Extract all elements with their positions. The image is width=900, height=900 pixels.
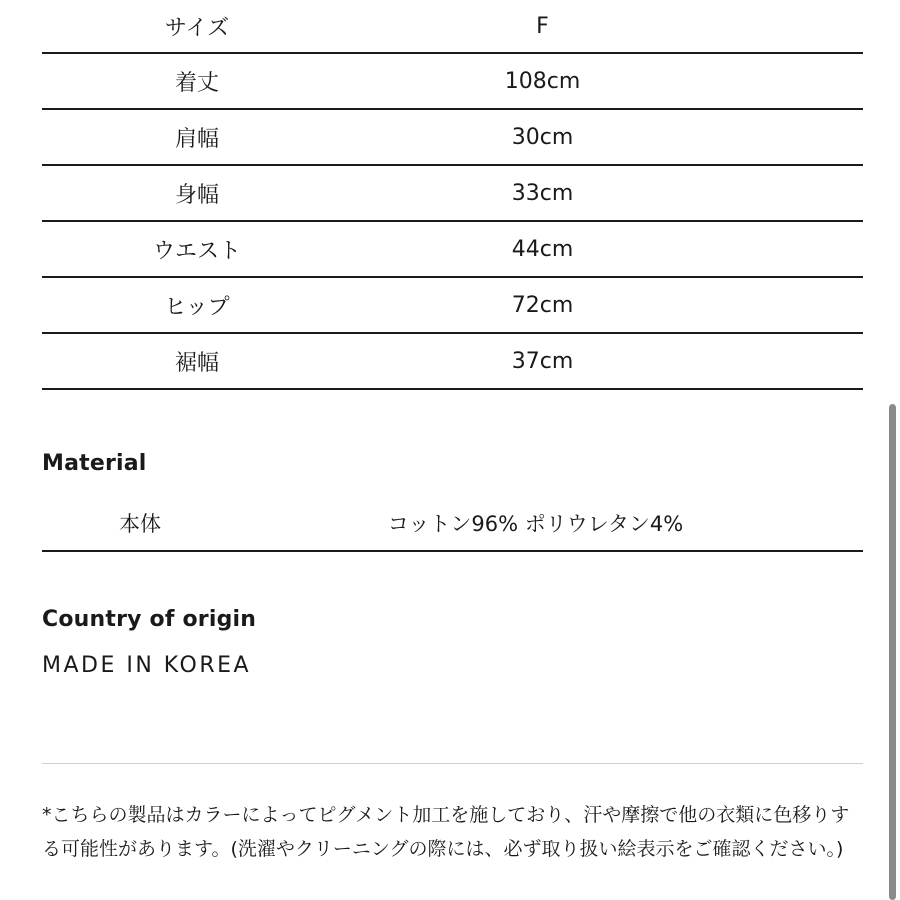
shoulder-width-row [42,110,863,166]
care-note: *こちらの製品はカラーによってピグメント加工を施しており、汗や摩擦で他の衣類に色移りする可能性があります。(洗濯やクリーニングの際には、必ず取り扱い絵表示をご確認ください。) [42,804,850,860]
hem-width-row [42,334,863,390]
material-row [42,496,863,552]
material-label: 本体 [119,512,161,536]
waist-value: 44cm [511,236,574,262]
hip-row [42,278,863,334]
hip-label: ヒップ [164,294,230,320]
length-row [42,54,863,110]
length-value: 108cm [504,68,581,94]
size-label: サイズ [164,15,230,41]
size-table [42,0,863,390]
size-row [42,0,863,54]
scrollbar[interactable] [886,0,900,900]
chest-width-value: 33cm [511,180,574,206]
length-label: 着丈 [174,70,219,96]
hem-width-value: 37cm [511,348,574,374]
shoulder-width-label: 肩幅 [174,126,219,152]
origin-heading: Country of origin [42,607,257,632]
scrollbar-thumb[interactable] [889,404,896,900]
size-value: F [536,13,549,39]
hip-value: 72cm [511,292,574,318]
material-value: コットン96% ポリウレタン4% [387,512,684,536]
divider [42,763,863,764]
waist-row [42,222,863,278]
material-heading: Material [42,451,147,476]
origin-value: MADE IN KOREA [42,653,252,678]
chest-width-label: 身幅 [174,182,219,208]
hem-width-label: 裾幅 [174,350,219,376]
chest-width-row [42,166,863,222]
shoulder-width-value: 30cm [511,124,574,150]
waist-label: ウエスト [152,238,241,264]
